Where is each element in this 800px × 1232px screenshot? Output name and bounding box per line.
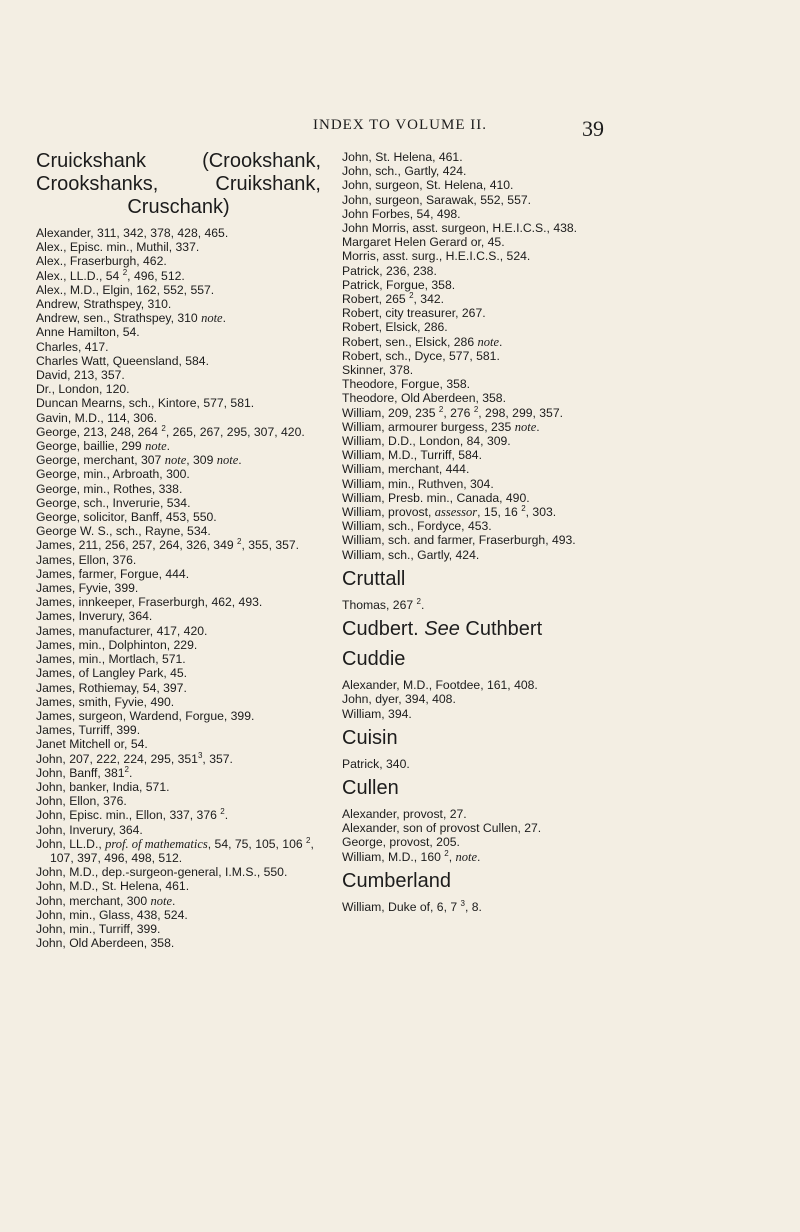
right-column [342, 150, 642, 914]
index-entry: William, M.D., 160 $^2$, note. [342, 848, 481, 864]
index-entry: George, provost, 205. [342, 835, 460, 850]
index-entry: James, farmer, Forgue, 444. [36, 566, 190, 581]
index-entry: John, dyer, 394, 408. [342, 692, 456, 707]
index-entry: Andrew, Strathspey, 310. [36, 297, 172, 312]
page-number: 39 [582, 116, 604, 141]
index-entry: John, Ellon, 376. [36, 794, 127, 809]
index-entry: John Morris, asst. surgeon, H.E.I.C.S., 438. [342, 221, 578, 236]
index-entry: William, D.D., London, 84, 309. [342, 434, 511, 449]
index-entry: James, smith, Fyvie, 490. [36, 694, 175, 709]
index-entry: Patrick, 340. [342, 756, 410, 771]
index-entry: James, 211, 256, 257, 264, 326, 349 $^2$, 355, 357. [36, 537, 300, 553]
index-entry: Alex., Episc. min., Muthil, 337. [36, 240, 200, 255]
index-entry: Alexander, M.D., Footdee, 161, 408. [342, 678, 538, 693]
index-entry: James, Inverury, 364. [36, 609, 153, 624]
index-entry: John, M.D., St. Helena, 461. [36, 879, 190, 894]
index-entry: William, sch., Gartly, 424. [342, 547, 480, 562]
index-entry: Duncan Mearns, sch., Kintore, 577, 581. [36, 396, 255, 411]
running-header: INDEX TO VOLUME II. [313, 117, 487, 133]
index-entry: George, sch., Inverurie, 534. [36, 495, 191, 510]
index-entry: William, 209, 235 $^2$, 276 $^2$, 298, 299, 357. [342, 404, 563, 420]
index-entry: George, merchant, 307 note, 309 note. [36, 453, 242, 468]
index-entry: James, min., Mortlach, 571. [36, 652, 186, 667]
index-entry: James, min., Dolphinton, 229. [36, 637, 198, 652]
index-entry: Andrew, sen., Strathspey, 310 note. [36, 311, 226, 326]
index-entry: Dr., London, 120. [36, 382, 130, 397]
index-entry: Alexander, provost, 27. [342, 806, 467, 821]
index-entry: James, Ellon, 376. [36, 552, 137, 567]
index-entry: George, min., Arbroath, 300. [36, 467, 190, 482]
index-entry: Anne Hamilton, 54. [36, 325, 140, 340]
index-entry: James, Turriff, 399. [36, 723, 141, 738]
section-heading: Cruttall [342, 567, 406, 590]
index-entry: George, min., Rothes, 338. [36, 481, 183, 496]
index-entry: William, Presb. min., Canada, 490. [342, 490, 530, 505]
index-entry: John, banker, India, 571. [36, 779, 170, 794]
index-entry: Charles, 417. [36, 339, 109, 354]
index-entry: George W. S., sch., Rayne, 534. [36, 524, 211, 539]
index-entry: Robert, 265 $^2$, 342. [342, 290, 445, 307]
index-entry: Alex., M.D., Elgin, 162, 552, 557. [36, 282, 215, 297]
index-entry: William, sch. and farmer, Fraserburgh, 493. [342, 533, 576, 548]
index-entry: Alex., LL.D., 54 $^2$, 496, 512. [36, 267, 185, 283]
index-entry: William, min., Ruthven, 304. [342, 476, 494, 491]
index-entry: Theodore, Old Aberdeen, 358. [342, 391, 506, 406]
index-entry: William, 394. [342, 706, 412, 721]
index-entry: John, min., Glass, 438, 524. [36, 907, 188, 922]
entry-list [342, 150, 642, 562]
index-entry: Alexander, 311, 342, 378, 428, 465. [36, 226, 229, 240]
index-entry: Patrick, 236, 238. [342, 263, 437, 278]
index-entry: Robert, city treasurer, 267. [342, 306, 486, 321]
section-list [342, 568, 642, 914]
index-entry: John, Old Aberdeen, 358. [36, 936, 175, 951]
section-heading: Cumberland [342, 869, 451, 892]
index-entry: John, surgeon, Sarawak, 552, 557. [342, 192, 532, 207]
index-entry: Patrick, Forgue, 358. [342, 277, 456, 292]
index-entry: John, Banff, $381^2$. [36, 764, 133, 780]
index-entry: John, Episc. min., Ellon, 337, 376 $^2$. [36, 807, 229, 823]
index-entry: Thomas, 267 $^2$. [342, 596, 425, 612]
index-entry: James, Rothiemay, 54, 397. [36, 680, 187, 695]
index-entry: Alexander, son of provost Cullen, 27. [342, 821, 542, 836]
index-entry: John, LL.D., prof. of mathematics, 54, 75, 105, 106 $^2$, 107, 397, 496, 498, 512. [36, 835, 314, 865]
index-entry: Robert, sch., Dyce, 577, 581. [342, 348, 500, 363]
index-entry: James, of Langley Park, 45. [36, 666, 188, 681]
index-entry: William, armourer burgess, 235 note. [342, 419, 540, 434]
index-entry: Morris, asst. surg., H.E.I.C.S., 524. [342, 249, 531, 264]
index-entry: George, 213, 248, 264 $^2$, 265, 267, 295, 307, 420. [36, 423, 305, 439]
index-entry: Margaret Helen Gerard or, 45. [342, 235, 505, 250]
entry-list [36, 226, 321, 950]
index-entry: John, sch., Gartly, 424. [342, 164, 467, 179]
index-entry: John, Inverury, 364. [36, 822, 143, 837]
index-entry: William, Duke of, 6, 7 $^3$, 8. [342, 898, 482, 914]
index-entry: Janet Mitchell or, 54. [36, 737, 148, 752]
index-entry: William, provost, assessor, 15, 16 $^2$, 303. [342, 504, 557, 520]
index-entry: Theodore, Forgue, 358. [342, 377, 471, 392]
section-heading: Cuddie [342, 648, 406, 671]
index-entry: George, baillie, 299 note. [36, 439, 171, 454]
index-entry: John, surgeon, St. Helena, 410. [342, 178, 514, 193]
index-entry: William, sch., Fordyce, 453. [342, 519, 492, 534]
left-column [36, 150, 321, 950]
section-heading: Cullen [342, 776, 399, 799]
index-entry: William, M.D., Turriff, 584. [342, 448, 482, 463]
index-entry: James, innkeeper, Fraserburgh, 462, 493. [36, 595, 263, 610]
index-entry: John, 207, 222, 224, 295, $351^3$, 357. [36, 750, 233, 766]
index-entry: David, 213, 357. [36, 368, 125, 383]
index-entry: Robert, Elsick, 286. [342, 320, 448, 335]
section-heading: Cruickshank (Crookshank, Crookshanks, Cruikshank, Cruschank) [36, 150, 321, 218]
section-heading: Cuisin [342, 726, 398, 749]
index-entry: William, merchant, 444. [342, 462, 470, 477]
index-entry: James, surgeon, Wardend, Forgue, 399. [36, 708, 255, 723]
index-entry: John, min., Turriff, 399. [36, 921, 161, 936]
index-entry: Skinner, 378. [342, 363, 414, 378]
index-entry: John Forbes, 54, 498. [342, 206, 461, 221]
index-entry: James, Fyvie, 399. [36, 581, 139, 596]
index-entry: Gavin, M.D., 114, 306. [36, 410, 158, 425]
index-entry: Alex., Fraserburgh, 462. [36, 254, 167, 269]
index-entry: Robert, sen., Elsick, 286 note. [342, 334, 503, 349]
section-heading: Cudbert. See Cuthbert [342, 618, 543, 641]
index-entry: James, manufacturer, 417, 420. [36, 623, 208, 638]
index-entry: Charles Watt, Queensland, 584. [36, 353, 209, 368]
index-entry: George, solicitor, Banff, 453, 550. [36, 510, 217, 525]
index-entry: John, merchant, 300 note. [36, 893, 176, 908]
index-entry: John, M.D., dep.-surgeon-general, I.M.S., 550. [36, 865, 288, 880]
index-entry: John, St. Helena, 461. [342, 150, 463, 164]
